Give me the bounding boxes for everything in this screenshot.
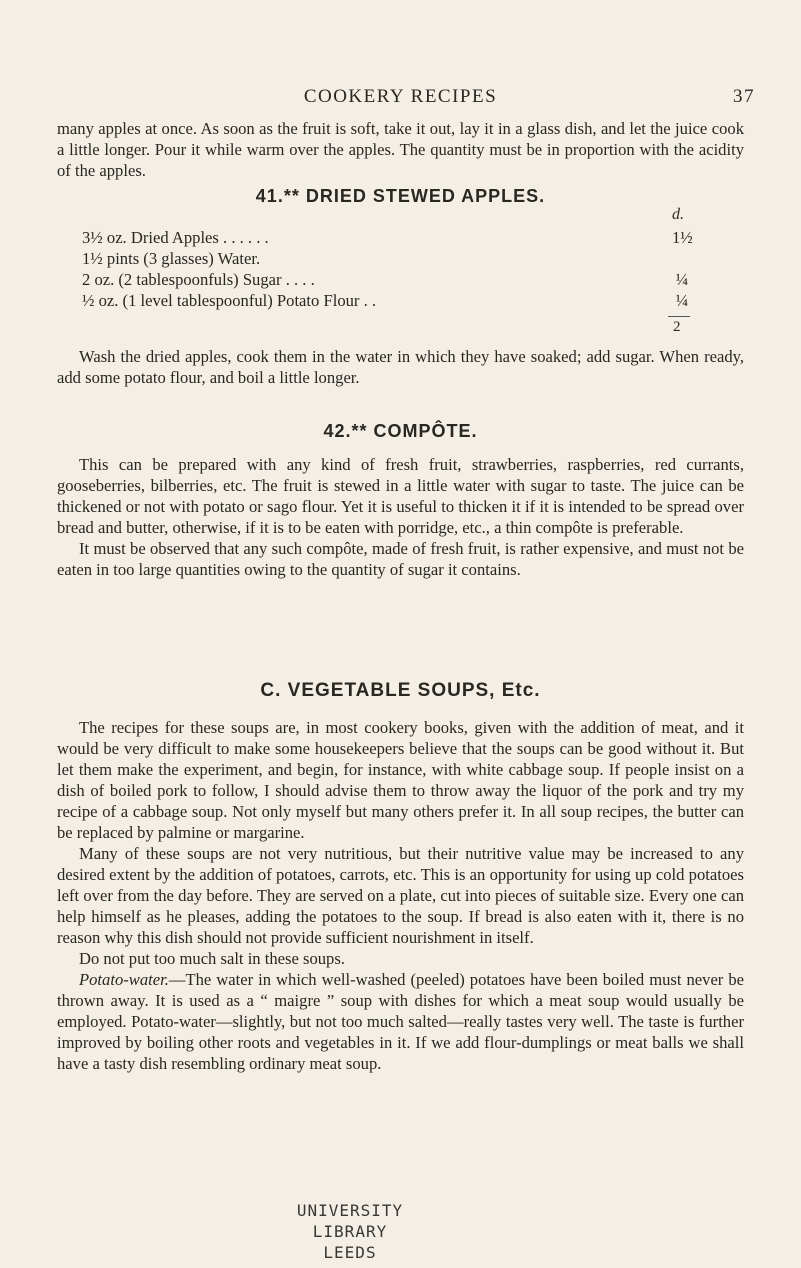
- stamp-line: LIBRARY: [312, 1222, 388, 1241]
- paragraph: Do not put too much salt in these soups.: [79, 949, 345, 968]
- paragraph: This can be prepared with any kind of fresh fruit, strawberries, raspberries, red currants, gooseberries, bilberries, etc. The fruit is stewed in a little water with sugar to taste. The juice can be thickened or not with potato or sago flour. Yet it is useful to thicken it if it is intended to be spread over bread and butter, otherwise, if it is to be eaten with porridge, etc., a thin compôte is preferable.: [57, 455, 744, 537]
- section-c-body: [57, 717, 744, 1074]
- total-rule: [668, 316, 690, 317]
- ingredient-row: [82, 290, 692, 311]
- ingredient-price: ¼: [675, 270, 689, 289]
- paragraph-text: —The water in which well-washed (peeled) potatoes have been boiled must never be thrown away. It is used as a “ maigre ” soup with dishes for which a meat soup would usually be employed. Potato-water—slightly, but not too much salted—really tastes very well. The taste is further improved by boiling other roots and vegetables in it. If we add flour-dumplings or meat balls we shall have a tasty dish resembling ordinary meat soup.: [57, 970, 744, 1073]
- stamp-line: UNIVERSITY: [296, 1201, 404, 1220]
- paragraph: The recipes for these soups are, in most cookery books, given with the addition of meat, and it would be very difficult to make some housekeepers believe that the soups can be good without it. But let them make the experiment, and begin, for instance, with white cabbage soup. If people insist on a dish of boiled pork to follow, I should advise them to throw away the liquor of the pork and try my recipe of a cabbage soup. Not only myself but many others prefer it. In all soup recipes, the butter can be replaced by palmine or margarine.: [57, 718, 744, 842]
- recipe-41-heading: 41.** DRIED STEWED APPLES.: [255, 186, 546, 206]
- section-c-heading: C. VEGETABLE SOUPS, Etc.: [260, 680, 541, 701]
- paragraph: [57, 969, 744, 1074]
- paragraph: Wash the dried apples, cook them in the water in which they have soaked; add sugar. When ready, add some potato flour, and boil a little longer.: [57, 347, 744, 387]
- stamp-line: LEEDS: [323, 1243, 377, 1262]
- ingredient-price: ¼: [675, 291, 689, 310]
- recipe-41-method: [57, 346, 744, 388]
- ingredient-text: 3½ oz. Dried Apples . . . . . .: [82, 228, 269, 247]
- ingredient-text: 1½ pints (3 glasses) Water.: [82, 249, 261, 268]
- ingredient-row: [82, 248, 692, 269]
- ingredient-row: [82, 269, 692, 290]
- recipe-total: 2: [673, 319, 681, 335]
- continuation-paragraph: [57, 118, 744, 181]
- subheading-potato-water: Potato-water.: [79, 970, 169, 989]
- paragraph: It must be observed that any such compôte, made of fresh fruit, is rather expensive, and must not be eaten in too large quantities owing to the quantity of sugar it contains.: [57, 539, 744, 579]
- ingredient-list: [82, 227, 692, 311]
- paragraph: many apples at once. As soon as the fruit is soft, take it out, lay it in a glass dish, and let the juice cook a little longer. Pour it while warm over the apples. The quantity must be in proportion with the acidity of the apples.: [57, 119, 744, 180]
- ingredient-row: [82, 227, 692, 248]
- running-title: COOKERY RECIPES: [303, 86, 498, 107]
- ingredient-text: ½ oz. (1 level tablespoonful) Potato Flour . .: [82, 291, 377, 310]
- price-unit: d.: [672, 206, 684, 223]
- recipe-42-heading: 42.** COMPÔTE.: [323, 421, 478, 441]
- library-stamp: [280, 1200, 420, 1263]
- paragraph: Many of these soups are not very nutritious, but their nutritive value may be increased to any desired extent by the addition of potatoes, carrots, etc. This is an opportunity for using up cold potatoes left over from the day before. They are served on a plate, cut into pieces of suitable size. Every one can help himself as he pleases, adding the potatoes to the soup. If bread is also eaten with it, there is no reason why this dish should not provide sufficient nourishment in itself.: [57, 844, 744, 947]
- ingredient-text: 2 oz. (2 tablespoonfuls) Sugar . . . .: [82, 270, 315, 289]
- page-number: 37: [733, 86, 755, 107]
- ingredient-price: 1½: [672, 228, 693, 247]
- recipe-42-body: [57, 454, 744, 580]
